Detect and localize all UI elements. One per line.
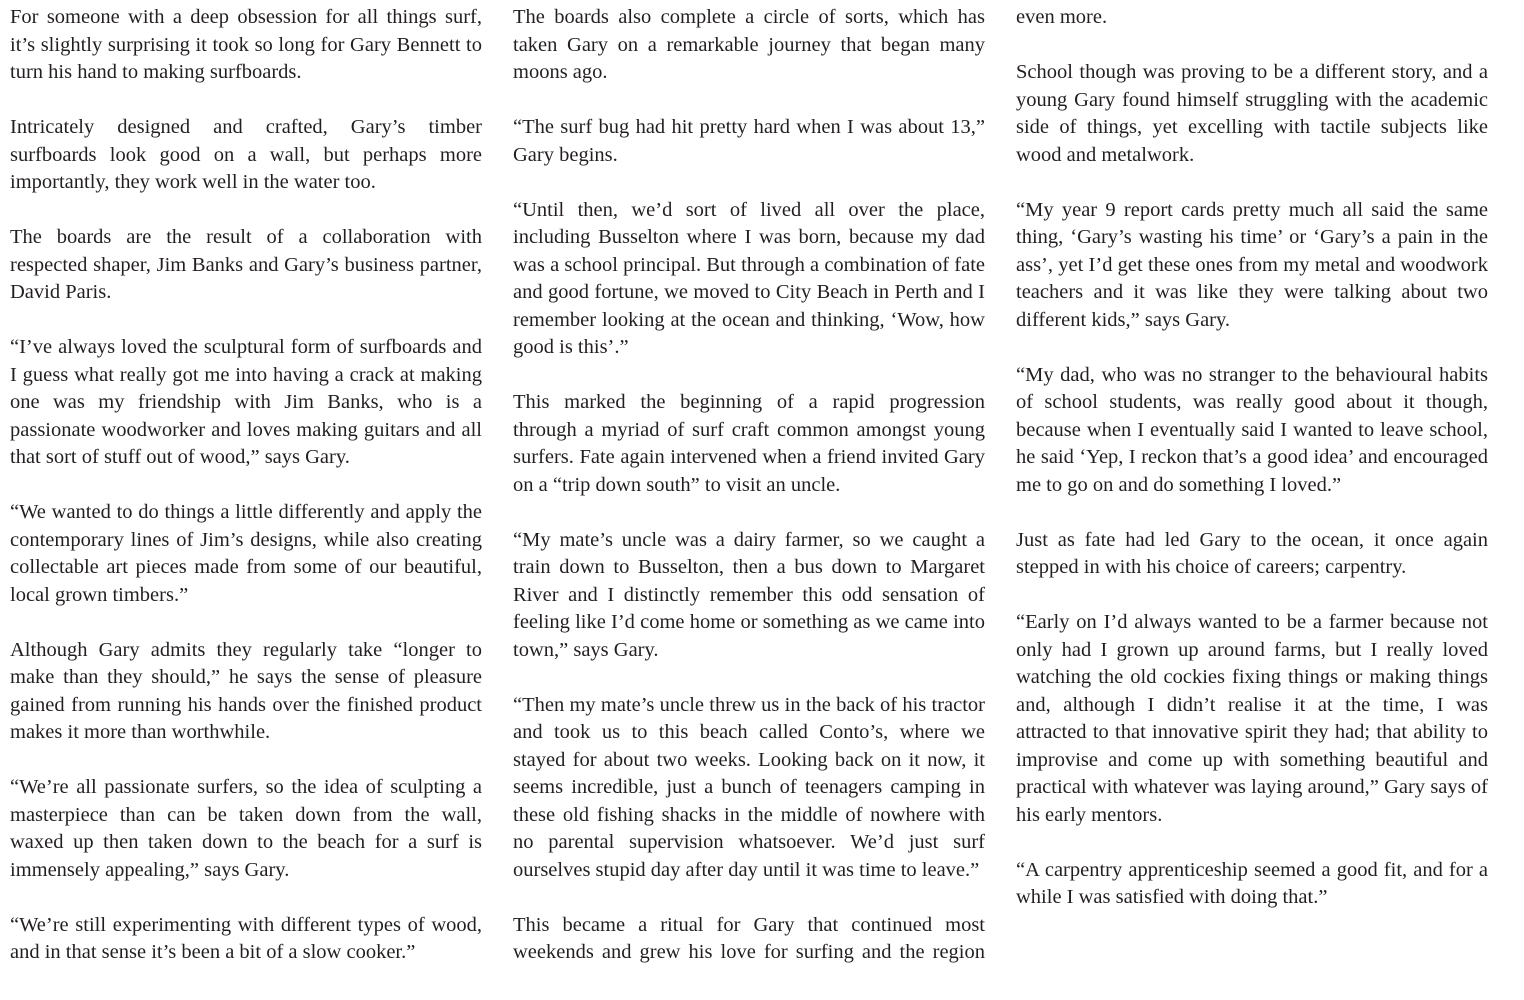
- paragraph: For someone with a deep obsession for all things surf, it’s slightly surprising it took so long for Gary Bennett to turn his hand to making surfboards.: [10, 6, 482, 83]
- article-column-3: [1016, 4, 1488, 1000]
- paragraph: “We’re all passionate surfers, so the idea of sculpting a masterpiece than can be taken down from the wall, waxed up then taken down to the beach for a surf is immensely appealing,” says Gary.: [10, 776, 482, 881]
- paragraph: Just as fate had led Gary to the ocean, it once again stepped in with his choice of careers; carpentry.: [1016, 528, 1488, 578]
- paragraph: Intricately designed and crafted, Gary’s timber surfboards look good on a wall, but perhaps more importantly, they work well in the water too.: [10, 116, 482, 193]
- paragraph-continuation: even more.: [1016, 6, 1108, 28]
- paragraph-continued: This became a ritual for Gary that continued most weekends and grew his love for surfing and the region: [513, 913, 985, 963]
- paragraph: “A carpentry apprenticeship seemed a good fit, and for a while I was satisfied with doing that.”: [1016, 858, 1488, 908]
- paragraph: “I’ve always loved the sculptural form of surfboards and I guess what really got me into having a crack at making one was my friendship with Jim Banks, who is a passionate woodworker and loves making guitars and all that sort of stuff out of wood,” says Gary.: [10, 336, 482, 468]
- paragraph: “The surf bug had hit pretty hard when I was about 13,” Gary begins.: [513, 116, 985, 166]
- paragraph: “Then my mate’s uncle threw us in the back of his tractor and took us to this beach called Conto’s, where we stayed for about two weeks. Looking back on it now, it seems incredible, just a bunch of teenagers camping in these old fishing shacks in the middle of nowhere with no parental supervision whatsoever. We’d just surf ourselves stupid day after day until it was time to leave.”: [513, 693, 985, 881]
- paragraph: “We’re still experimenting with different types of wood, and in that sense it’s been a bit of a slow cooker.”: [10, 913, 482, 963]
- paragraph: This marked the beginning of a rapid progression through a myriad of surf craft common amongst young surfers. Fate again intervened when a friend invited Gary on a “trip down south” to visit an uncle.: [513, 391, 985, 496]
- paragraph: “Until then, we’d sort of lived all over the place, including Busselton where I was born, because my dad was a school principal. But through a combination of fate and good fortune, we moved to City Beach in Perth and I remember looking at the ocean and thinking, ‘Wow, how good is this’.”: [513, 198, 985, 358]
- paragraph: The boards also complete a circle of sorts, which has taken Gary on a remarkable journey that began many moons ago.: [513, 6, 985, 83]
- paragraph: “My mate’s uncle was a dairy farmer, so we caught a train down to Busselton, then a bus down to Margaret River and I distinctly remember this odd sensation of feeling like I’d come home or something as we came into town,” says Gary.: [513, 528, 985, 661]
- paragraph: “My dad, who was no stranger to the behavioural habits of school students, was really good about it though, because when I eventually said I wanted to leave school, he said ‘Yep, I reckon that’s a good idea’ and encouraged me to go on and do something I loved.”: [1016, 363, 1488, 496]
- paragraph: Although Gary admits they regularly take “longer to make than they should,” he says the sense of pleasure gained from running his hands over the finished product makes it more than worthwhile.: [10, 638, 482, 743]
- article-column-1: [10, 4, 482, 1000]
- paragraph: School though was proving to be a different story, and a young Gary found himself struggling with the academic side of things, yet excelling with tactile subjects like wood and metalwork.: [1016, 61, 1488, 166]
- paragraph: “My year 9 report cards pretty much all said the same thing, ‘Gary’s wasting his time’ or ‘Gary’s a pain in the ass’, yet I’d get these ones from my metal and woodwork teachers and it was like they were talking about two different kids,” says Gary.: [1016, 198, 1488, 331]
- paragraph: “We wanted to do things a little differently and apply the contemporary lines of Jim’s designs, while also creating collectable art pieces made from some of our beautiful, local grown timbers.”: [10, 501, 482, 606]
- paragraph: The boards are the result of a collaboration with respected shaper, Jim Banks and Gary’s business partner, David Paris.: [10, 226, 482, 303]
- paragraph: “Early on I’d always wanted to be a farmer because not only had I grown up around farms, but I really loved watching the old cockies fixing things or making things and, although I didn’t realise it at the time, I was attracted to that innovative spirit they had; that ability to improvise and come up with something beautiful and practical with whatever was laying around,” Gary says of his early mentors.: [1016, 611, 1488, 826]
- article-column-2: [513, 4, 985, 1000]
